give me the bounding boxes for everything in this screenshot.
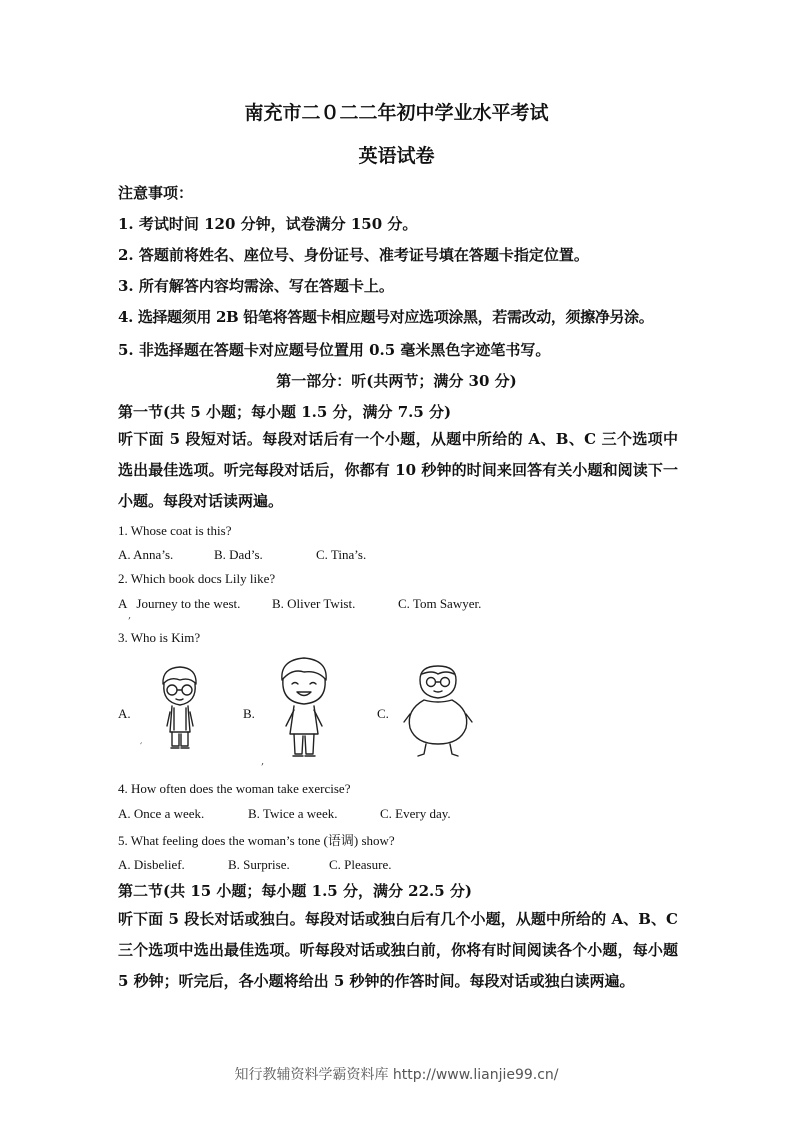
question-4-option-a[interactable]: A. Once a week.: [118, 806, 205, 821]
question-3-option-c[interactable]: C.: [377, 706, 389, 721]
question-1-option-a[interactable]: A. Anna’s.: [118, 547, 174, 562]
notes-heading: 注意事项：: [118, 184, 194, 202]
note-item: 1. 考试时间 120 分钟，试卷满分 150 分。: [118, 215, 418, 233]
stray-mark: ,: [128, 610, 132, 621]
question-4-stem: 4. How often does the woman take exercise?: [118, 781, 351, 796]
smiling-boy-icon[interactable]: [272, 654, 336, 764]
stray-mark: ′: [140, 742, 143, 753]
question-4-option-b[interactable]: B. Twice a week.: [248, 806, 338, 821]
question-5-option-a[interactable]: A. Disbelief.: [118, 857, 185, 872]
boy-with-glasses-icon[interactable]: [150, 662, 210, 758]
question-1-option-b[interactable]: B. Dad’s.: [214, 547, 263, 562]
question-5-stem: 5. What feeling does the woman’s tone (语调) show?: [118, 833, 395, 848]
stray-mark: ,: [261, 756, 265, 767]
question-2-stem: 2. Which book docs Lily like?: [118, 571, 276, 586]
question-2-option-b[interactable]: B. Oliver Twist.: [272, 596, 356, 611]
question-1-option-c[interactable]: C. Tina’s.: [316, 547, 367, 562]
footer-watermark: 知行教辅资料学霸资料库 http://www.lianjie99.cn/: [234, 1067, 559, 1083]
question-4-option-c[interactable]: C. Every day.: [380, 806, 451, 821]
section1-heading: 第一节(共 5 小题；每小题 1.5 分，满分 7.5 分): [118, 403, 452, 421]
question-3-option-b[interactable]: B.: [243, 706, 255, 721]
exam-subtitle: 英语试卷: [358, 145, 435, 167]
question-3-stem: 3. Who is Kim?: [118, 630, 201, 645]
note-item: 2. 答题前将姓名、座位号、身份证号、准考证号填在答题卡指定位置。: [118, 246, 589, 264]
exam-title: 南充市二０二二年初中学业水平考试: [244, 102, 549, 124]
section2-instructions: 听下面 5 段长对话或独白。每段对话或独白后有几个小题，从题中所给的 A、B、C 三个选项中选出最佳选项。听每段对话或独白前，你将有时间阅读各个小题，每小题 5 秒钟；听完后，各小题将给出 5 秒钟的作答时间。每段对话或独白读两遍。: [118, 910, 678, 990]
question-1-stem: 1. Whose coat is this?: [118, 523, 232, 538]
note-item: 3. 所有解答内容均需涂、写在答题卡上。: [118, 277, 394, 295]
fat-boy-with-glasses-icon[interactable]: [402, 662, 474, 760]
note-item: 5. 非选择题在答题卡对应题号位置用 0.5 毫米黑色字迹笔书写。: [118, 341, 551, 359]
question-3-option-a[interactable]: A.: [118, 706, 131, 721]
question-5-option-c[interactable]: C. Pleasure.: [329, 857, 392, 872]
note-item: 4. 选择题须用 2B 铅笔将答题卡相应题号对应选项涂黑，若需改动，须擦净另涂。: [118, 308, 654, 326]
section2-heading: 第二节(共 15 小题；每小题 1.5 分，满分 22.5 分): [118, 882, 473, 900]
section1-instructions: 听下面 5 段短对话。每段对话后有一个小题，从题中所给的 A、B、C 三个选项中选出最佳选项。听完每段对话后，你都有 10 秒钟的时间来回答有关小题和阅读下一小题。每段对话读两遍。: [118, 430, 678, 510]
question-2-option-a[interactable]: A Journey to the west.: [118, 596, 241, 611]
part1-heading: 第一部分：听(共两节；满分 30 分): [276, 372, 517, 390]
question-5-option-b[interactable]: B. Surprise.: [228, 857, 290, 872]
question-2-option-c[interactable]: C. Tom Sawyer.: [398, 596, 482, 611]
